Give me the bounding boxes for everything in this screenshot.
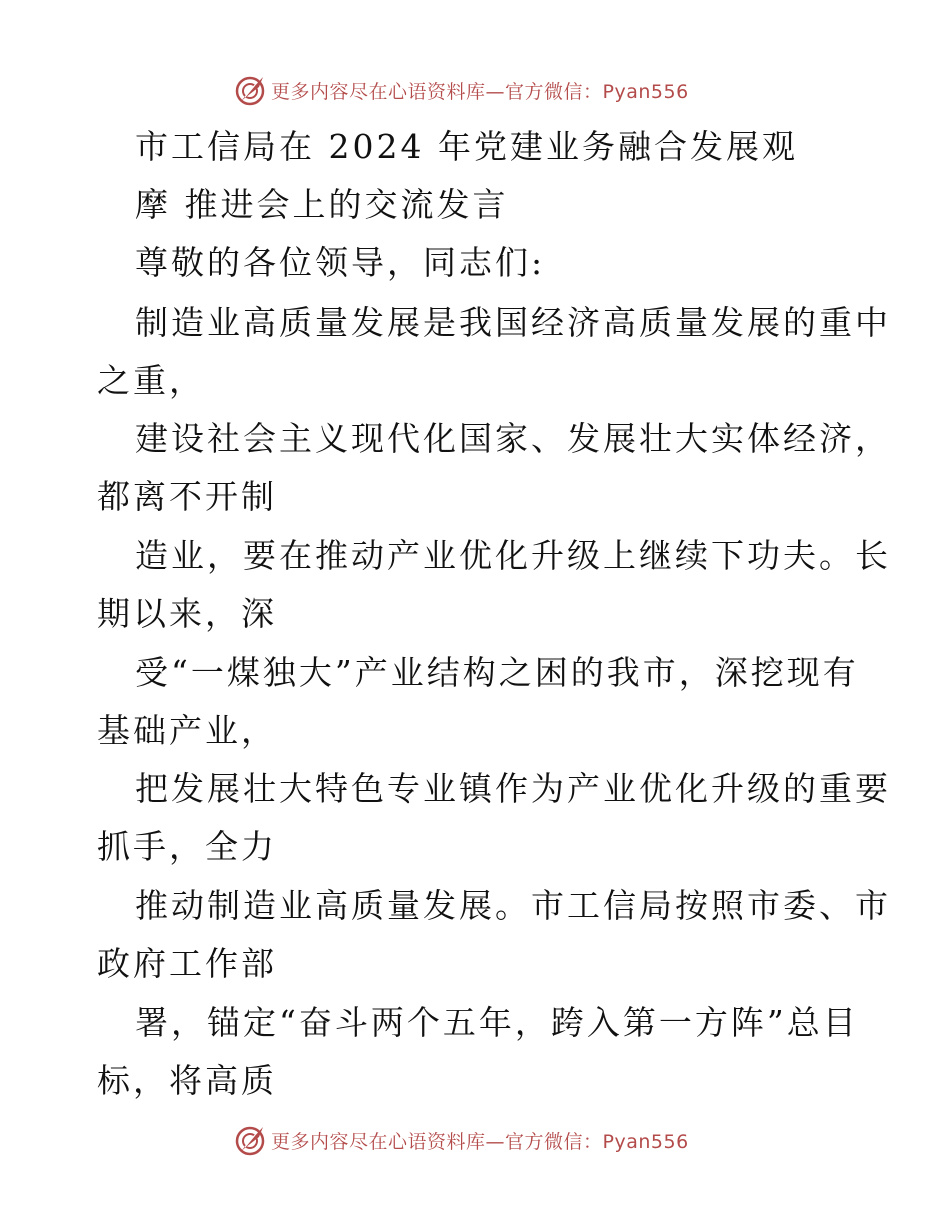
- paragraph-line: 基础产业，: [97, 711, 277, 750]
- document-title-line-2: 摩 推进会上的交流发言: [135, 185, 509, 224]
- greeting: 尊敬的各位领导，同志们:: [135, 243, 546, 282]
- footer-watermark: [233, 1122, 689, 1158]
- paragraph-line: 署，锚定“奋斗两个五年，跨入第一方阵”总目: [135, 1003, 859, 1042]
- paragraph-line: 都离不开制: [97, 477, 277, 516]
- paragraph-line: 造业，要在推动产业优化升级上继续下功夫。长: [135, 536, 891, 575]
- document-title-line-1: 市工信局在 2024 年党建业务融合发展观: [135, 127, 798, 166]
- quill-seal-icon: [233, 73, 267, 107]
- paragraph-line: 之重，: [97, 361, 205, 400]
- paragraph-line: 推动制造业高质量发展。市工信局按照市委、市: [135, 886, 891, 925]
- paragraph-line: 受“一煤独大”产业结构之困的我市，深挖现有: [135, 653, 859, 692]
- paragraph-line: 把发展壮大特色专业镇作为产业优化升级的重要: [135, 769, 891, 808]
- paragraph-line: 抓手，全力: [97, 827, 277, 866]
- watermark-text: 更多内容尽在心语资料库—官方微信：Pyan556: [271, 80, 689, 103]
- header-watermark: [233, 72, 689, 108]
- paragraph-line: 建设社会主义现代化国家、发展壮大实体经济，: [135, 419, 891, 458]
- paragraph-line: 制造业高质量发展是我国经济高质量发展的重中: [135, 303, 891, 342]
- paragraph-line: 期以来，深: [97, 594, 277, 633]
- watermark-text: 更多内容尽在心语资料库—官方微信：Pyan556: [271, 1130, 689, 1153]
- paragraph-line: 标，将高质: [97, 1061, 277, 1100]
- paragraph-line: 政府工作部: [97, 944, 277, 983]
- quill-seal-icon: [233, 1123, 267, 1157]
